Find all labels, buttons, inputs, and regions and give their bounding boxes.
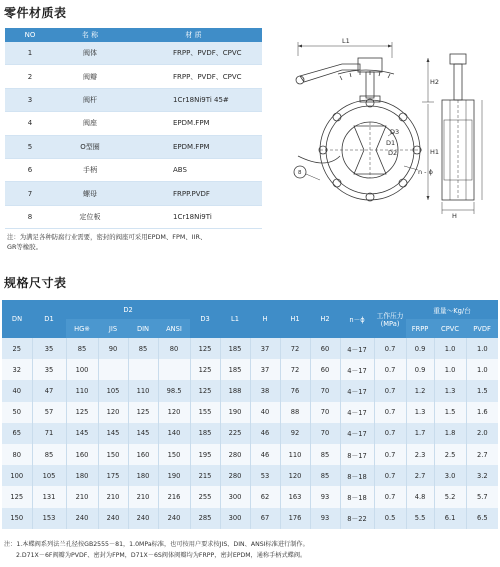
- table-cell: 35: [32, 359, 66, 380]
- table-cell: 4－17: [340, 359, 374, 380]
- table-cell: 4.8: [406, 486, 434, 507]
- table-cell: 1.3: [434, 380, 466, 401]
- table-cell: 120: [158, 402, 190, 423]
- table-cell: 1.5: [434, 402, 466, 423]
- table-cell: 8－18: [340, 486, 374, 507]
- table-cell: 40: [2, 380, 32, 401]
- dimensions-note-line: 2.D71X－6F阀瓣为PVDF、密封为FPM，D71X－6S阀体阀瓣均为FRPP，密封EPDM，通称手柄式蝶阀。: [16, 552, 307, 559]
- table-cell: 125: [190, 380, 220, 401]
- table-cell: 240: [158, 508, 190, 529]
- table-cell: 1.0: [434, 338, 466, 359]
- dimensions-table: [2, 300, 498, 529]
- drawing-callout-number: 8: [298, 170, 302, 176]
- table-cell: 80: [158, 338, 190, 359]
- parts-row: [5, 182, 262, 205]
- part-name: 阀体: [55, 42, 125, 65]
- dims-body: [2, 338, 498, 529]
- table-cell: 210: [66, 486, 98, 507]
- table-cell: 160: [128, 444, 158, 465]
- table-cell: 145: [66, 423, 98, 444]
- table-cell: 150: [158, 444, 190, 465]
- dims-header-d3: D3: [190, 300, 220, 338]
- table-cell: 2.3: [406, 444, 434, 465]
- table-cell: 0.9: [406, 359, 434, 380]
- table-cell: 85: [310, 444, 340, 465]
- part-name: 手柄: [55, 158, 125, 181]
- table-cell: 8－18: [340, 465, 374, 486]
- table-cell: 145: [128, 423, 158, 444]
- table-cell: 188: [220, 380, 250, 401]
- table-cell: 65: [2, 423, 32, 444]
- dims-subheader-cpvc: CPVC: [434, 319, 466, 338]
- drawing-label-h1: H1: [430, 148, 440, 156]
- table-cell: 150: [98, 444, 128, 465]
- table-cell: 1.6: [466, 402, 498, 423]
- table-cell: 93: [310, 486, 340, 507]
- table-cell: [158, 359, 190, 380]
- parts-row: [5, 88, 262, 111]
- table-cell: 0.7: [374, 359, 406, 380]
- part-name: 螺母: [55, 182, 125, 205]
- table-row: [2, 338, 498, 359]
- dimensions-table-title: 规格尺寸表: [4, 276, 67, 290]
- table-cell: 37: [250, 338, 280, 359]
- table-cell: 2.0: [466, 423, 498, 444]
- table-cell: 6.1: [434, 508, 466, 529]
- table-cell: 53: [250, 465, 280, 486]
- table-cell: 85: [32, 444, 66, 465]
- table-cell: 210: [128, 486, 158, 507]
- table-cell: 163: [280, 486, 310, 507]
- part-no: 7: [5, 182, 55, 205]
- table-cell: 50: [2, 402, 32, 423]
- table-cell: 176: [280, 508, 310, 529]
- dims-subheader-hg: HG※: [66, 319, 98, 338]
- part-material: EPDM.FPM: [125, 112, 262, 135]
- table-cell: 98.5: [158, 380, 190, 401]
- table-cell: 125: [66, 402, 98, 423]
- table-cell: 105: [98, 380, 128, 401]
- table-cell: 3.0: [434, 465, 466, 486]
- table-cell: 70: [310, 423, 340, 444]
- part-material: ABS: [125, 158, 262, 181]
- drawing-label-l1: L1: [342, 37, 350, 45]
- table-cell: 4－17: [340, 423, 374, 444]
- table-cell: 240: [98, 508, 128, 529]
- dims-header-row: [2, 300, 498, 319]
- table-cell: 300: [220, 508, 250, 529]
- table-cell: 0.7: [374, 423, 406, 444]
- table-cell: 125: [2, 486, 32, 507]
- table-cell: [98, 359, 128, 380]
- part-material: FRPP、PVDF、CPVC: [125, 42, 262, 65]
- drawing-label-n-phi: n - ϕ: [418, 168, 433, 176]
- table-cell: 1.5: [466, 380, 498, 401]
- table-cell: 195: [190, 444, 220, 465]
- part-name: O型圈: [55, 135, 125, 158]
- table-cell: 1.7: [406, 423, 434, 444]
- parts-row: [5, 135, 262, 158]
- table-cell: 62: [250, 486, 280, 507]
- table-cell: 92: [280, 423, 310, 444]
- table-cell: 71: [32, 423, 66, 444]
- table-row: [2, 402, 498, 423]
- table-cell: 60: [310, 359, 340, 380]
- drawing-label-h: H: [452, 212, 457, 220]
- table-cell: 38: [250, 380, 280, 401]
- table-cell: 175: [98, 465, 128, 486]
- table-cell: 35: [32, 338, 66, 359]
- table-cell: 153: [32, 508, 66, 529]
- part-name: 阀杆: [55, 88, 125, 111]
- table-cell: 2.7: [466, 444, 498, 465]
- drawing-label-d3: D3: [390, 128, 400, 136]
- parts-row: [5, 158, 262, 181]
- table-cell: 2.7: [406, 465, 434, 486]
- table-cell: 6.5: [466, 508, 498, 529]
- dims-subheader-jis: JIS: [98, 319, 128, 338]
- parts-row: [5, 205, 262, 228]
- table-cell: 240: [66, 508, 98, 529]
- dims-header-dn: DN: [2, 300, 32, 338]
- table-row: [2, 359, 498, 380]
- table-cell: 131: [32, 486, 66, 507]
- part-name: 阀座: [55, 112, 125, 135]
- dims-header-h2: H2: [310, 300, 340, 338]
- table-cell: 225: [220, 423, 250, 444]
- dims-header-n-phi: n－ϕ: [340, 300, 374, 338]
- table-cell: 125: [190, 359, 220, 380]
- table-cell: 0.9: [406, 338, 434, 359]
- table-row: [2, 486, 498, 507]
- table-cell: 90: [98, 338, 128, 359]
- dims-subheader-frpp: FRPP: [406, 319, 434, 338]
- dims-header-d1: D1: [32, 300, 66, 338]
- table-cell: 140: [158, 423, 190, 444]
- table-cell: 40: [250, 402, 280, 423]
- parts-row: [5, 112, 262, 135]
- table-cell: 240: [128, 508, 158, 529]
- table-cell: 185: [220, 359, 250, 380]
- table-cell: 100: [66, 359, 98, 380]
- table-cell: 180: [66, 465, 98, 486]
- table-cell: 155: [190, 402, 220, 423]
- drawing-label-d2: D2: [388, 149, 398, 157]
- table-cell: 67: [250, 508, 280, 529]
- part-no: 1: [5, 42, 55, 65]
- table-cell: 185: [190, 423, 220, 444]
- table-cell: 180: [128, 465, 158, 486]
- table-row: [2, 465, 498, 486]
- table-cell: 160: [66, 444, 98, 465]
- part-no: 6: [5, 158, 55, 181]
- dims-header-pressure: [374, 300, 406, 338]
- part-material: 1Cr18Ni9Ti: [125, 205, 262, 228]
- dims-header-pressure-line: 工作压力: [376, 312, 404, 320]
- dims-header-h: H: [250, 300, 280, 338]
- table-cell: 5.7: [466, 486, 498, 507]
- parts-note: [7, 232, 257, 252]
- dims-header-h1: H1: [280, 300, 310, 338]
- parts-header-name: 名 称: [55, 28, 125, 42]
- table-cell: 100: [2, 465, 32, 486]
- part-no: 5: [5, 135, 55, 158]
- table-cell: 32: [2, 359, 32, 380]
- dims-header-weight: 重量～Kg/台: [406, 300, 498, 319]
- part-no: 4: [5, 112, 55, 135]
- parts-table-title: 零件材质表: [4, 6, 67, 20]
- table-cell: 47: [32, 380, 66, 401]
- table-cell: 120: [280, 465, 310, 486]
- table-cell: 2.5: [434, 444, 466, 465]
- dims-subheader-ansi: ANSI: [158, 319, 190, 338]
- table-row: [2, 380, 498, 401]
- table-cell: 76: [280, 380, 310, 401]
- table-cell: 3.2: [466, 465, 498, 486]
- table-cell: 216: [158, 486, 190, 507]
- table-row: [2, 508, 498, 529]
- table-cell: 125: [190, 338, 220, 359]
- parts-row: [5, 65, 262, 88]
- part-name: 阀瓣: [55, 65, 125, 88]
- table-cell: 280: [220, 444, 250, 465]
- table-cell: 120: [98, 402, 128, 423]
- table-cell: 1.8: [434, 423, 466, 444]
- parts-note-line: 注：为满足各种防腐行业需要，密封的阀座可采用EPDM、FPM、IIR、: [7, 233, 207, 241]
- table-cell: 0.7: [374, 444, 406, 465]
- table-cell: 280: [220, 465, 250, 486]
- dims-subheader-pvdf: PVDF: [466, 319, 498, 338]
- table-cell: 125: [128, 402, 158, 423]
- table-cell: 85: [310, 465, 340, 486]
- table-cell: 300: [220, 486, 250, 507]
- table-cell: 57: [32, 402, 66, 423]
- table-cell: 1.0: [434, 359, 466, 380]
- table-cell: 185: [220, 338, 250, 359]
- part-material: FRPP、PVDF、CPVC: [125, 65, 262, 88]
- dims-header-pressure-unit: (MPa): [380, 320, 400, 328]
- table-cell: 60: [310, 338, 340, 359]
- table-cell: 255: [190, 486, 220, 507]
- table-cell: 150: [2, 508, 32, 529]
- table-cell: 285: [190, 508, 220, 529]
- part-no: 8: [5, 205, 55, 228]
- table-cell: 0.7: [374, 338, 406, 359]
- table-cell: 0.7: [374, 486, 406, 507]
- table-cell: 1.0: [466, 338, 498, 359]
- table-cell: 110: [66, 380, 98, 401]
- part-no: 3: [5, 88, 55, 111]
- table-cell: 210: [98, 486, 128, 507]
- table-cell: 190: [220, 402, 250, 423]
- table-cell: 8－22: [340, 508, 374, 529]
- valve-technical-drawing: [282, 24, 498, 222]
- parts-note-line: GR等橡胶。: [7, 243, 42, 251]
- drawing-label-h2: H2: [430, 78, 440, 86]
- table-row: [2, 444, 498, 465]
- table-cell: 46: [250, 423, 280, 444]
- part-material: 1Cr18Ni9Ti 45#: [125, 88, 262, 111]
- table-cell: 1.0: [466, 359, 498, 380]
- table-cell: 25: [2, 338, 32, 359]
- drawing-label-d1: D1: [386, 139, 396, 147]
- table-cell: 5.5: [406, 508, 434, 529]
- table-cell: 0.5: [374, 508, 406, 529]
- dims-header-l1: L1: [220, 300, 250, 338]
- part-material: FRPP.PVDF: [125, 182, 262, 205]
- dimensions-note: [4, 539, 498, 561]
- table-cell: [128, 359, 158, 380]
- table-cell: 85: [128, 338, 158, 359]
- table-cell: 215: [190, 465, 220, 486]
- table-cell: 70: [310, 402, 340, 423]
- table-cell: 110: [280, 444, 310, 465]
- parts-header-no: NO: [5, 28, 55, 42]
- table-cell: 0.7: [374, 402, 406, 423]
- table-cell: 8－17: [340, 444, 374, 465]
- table-cell: 85: [66, 338, 98, 359]
- table-cell: 145: [98, 423, 128, 444]
- table-cell: 105: [32, 465, 66, 486]
- table-cell: 1.2: [406, 380, 434, 401]
- parts-header-material: 材 质: [125, 28, 262, 42]
- table-cell: 1.3: [406, 402, 434, 423]
- table-cell: 88: [280, 402, 310, 423]
- dims-subheader-din: DIN: [128, 319, 158, 338]
- table-cell: 93: [310, 508, 340, 529]
- parts-material-table: [5, 28, 262, 229]
- table-cell: 4－17: [340, 402, 374, 423]
- dims-header-d2: D2: [66, 300, 190, 319]
- part-material: EPDM.FPM: [125, 135, 262, 158]
- table-cell: 72: [280, 338, 310, 359]
- table-cell: 5.2: [434, 486, 466, 507]
- table-cell: 4－17: [340, 338, 374, 359]
- table-cell: 80: [2, 444, 32, 465]
- table-cell: 4－17: [340, 380, 374, 401]
- table-cell: 0.7: [374, 465, 406, 486]
- parts-header-row: [5, 28, 262, 42]
- table-cell: 46: [250, 444, 280, 465]
- part-no: 2: [5, 65, 55, 88]
- table-cell: 37: [250, 359, 280, 380]
- table-row: [2, 423, 498, 444]
- parts-row: [5, 42, 262, 65]
- dimensions-note-line: 注：1.本蝶阀系列法兰孔径按GB2555－81，1.0MPa标准，也可按用户要求按JIS、DIN、ANSI标准进行制作。: [4, 541, 309, 548]
- table-cell: 72: [280, 359, 310, 380]
- table-cell: 70: [310, 380, 340, 401]
- part-name: 定位板: [55, 205, 125, 228]
- table-cell: 0.7: [374, 380, 406, 401]
- table-cell: 190: [158, 465, 190, 486]
- table-cell: 110: [128, 380, 158, 401]
